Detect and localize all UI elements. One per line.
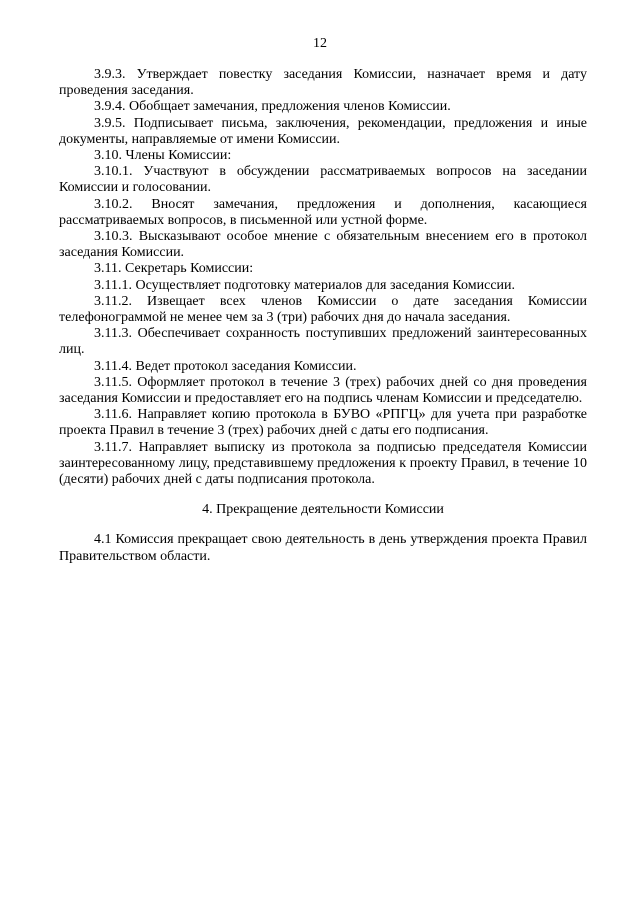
- paragraph-3-10: 3.10. Члены Комиссии:: [94, 148, 232, 164]
- paragraph-3-10-3: 3.10.3. Высказывают особое мнение с обязательным внесением его в протокол заседания Комиссии.: [59, 229, 587, 261]
- paragraph-3-11-3: 3.11.3. Обеспечивает сохранность поступивших предложений заинтересованных лиц.: [59, 326, 587, 358]
- document-body: [59, 67, 587, 565]
- paragraph-3-10-2: 3.10.2. Вносят замечания, предложения и дополнения, касающиеся рассматриваемых вопросов, в письменной или устной форме.: [59, 196, 587, 228]
- paragraph-3-11-4: 3.11.4. Ведет протокол заседания Комиссии.: [94, 358, 357, 374]
- paragraph-3-11: 3.11. Секретарь Комиссии:: [94, 261, 254, 277]
- paragraph-3-9-5: 3.9.5. Подписывает письма, заключения, рекомендации, предложения и иные документы, направляемые от имени Комиссии.: [59, 115, 587, 147]
- paragraph-3-10-1: 3.10.1. Участвуют в обсуждении рассматриваемых вопросов на заседании Комиссии и голосовании.: [59, 164, 587, 196]
- paragraph-4-1: 4.1 Комиссия прекращает свою деятельность в день утверждения проекта Правил Правительством области.: [59, 532, 587, 564]
- paragraph-3-9-4: 3.9.4. Обобщает замечания, предложения членов Комиссии.: [94, 99, 451, 115]
- paragraph-3-11-1: 3.11.1. Осуществляет подготовку материалов для заседания Комиссии.: [94, 277, 516, 293]
- paragraph-3-11-2: 3.11.2. Извещает всех членов Комиссии о дате заседания Комиссии телефонограммой не менее чем за 3 (три) рабочих дня до начала заседания.: [59, 293, 587, 326]
- page-number: 12: [313, 36, 327, 51]
- paragraph-3-9-3: 3.9.3. Утверждает повестку заседания Комиссии, назначает время и дату проведения заседания.: [59, 67, 587, 99]
- paragraph-3-11-5: 3.11.5. Оформляет протокол в течение 3 (трех) рабочих дней со дня проведения заседания Комиссии и предоставляет его на подпись членам Комиссии и председателю.: [59, 374, 587, 407]
- paragraph-3-11-6: 3.11.6. Направляет копию протокола в БУВО «РПГЦ» для учета при разработке проекта Правил в течение 3 (трех) рабочих дней с даты его подписания.: [59, 407, 587, 439]
- paragraph-3-11-7: 3.11.7. Направляет выписку из протокола за подписью председателя Комиссии заинтересованному лицу, представившему предложения к проекту Правил, в течение 10 (десяти) рабочих дней с даты подписания протокола.: [59, 439, 587, 488]
- section-heading: 4. Прекращение деятельности Комиссии: [202, 502, 444, 518]
